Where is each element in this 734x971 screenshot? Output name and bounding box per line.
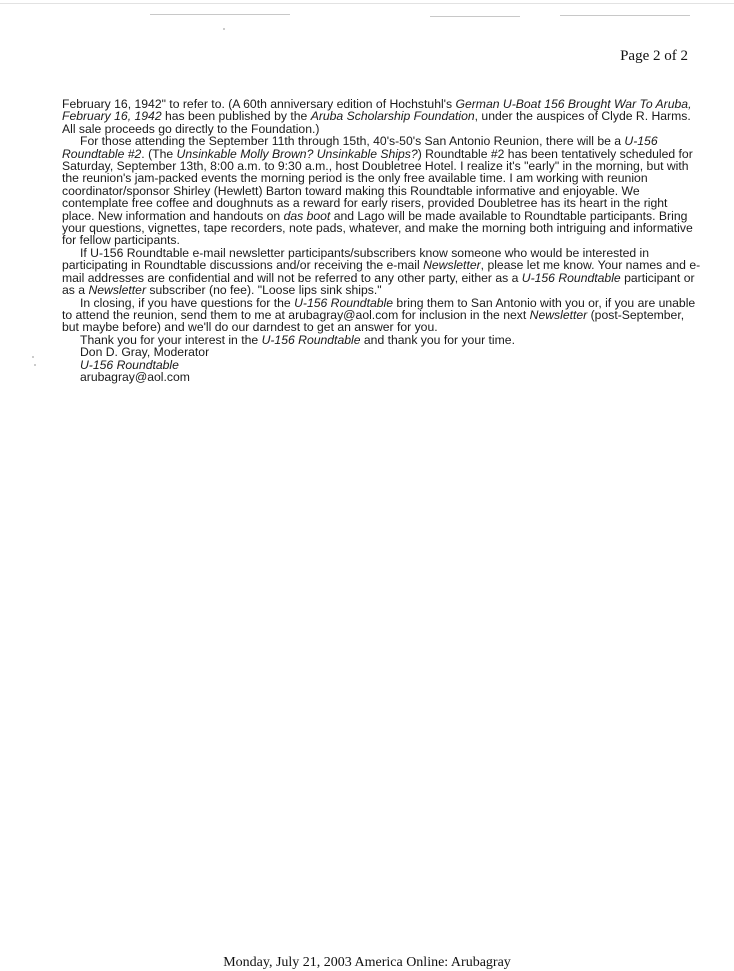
text-run: and Lago will be made available to Roundtable participants. Bring your questions, vignettes, tape recorders, note pads, whatever, and make the morning both intriguing and informative for fellow participants. [62, 208, 693, 248]
text-run: bring them to San Antonio with you or, if you are unable to attend the reunion, send them to me at arubagray@aol.com for inclusion in the next [62, 295, 696, 322]
text-run: ) Roundtable #2 has been tentatively scheduled for Saturday, September 13th, 8:00 a.m. to 9:30 a.m., host Doubletree Hotel. I realize it's "early" in the morning, but with the reunion's jam-packed events the morning period is the only free available time. I am working with reunion coordinator/sponsor Shirley (Hewlett) Barton toward making this Roundtable informative and enjoyable. We contemplate free coffee and doughnuts as a reward for early risers, provided Doubletree has its heart in the right place. New information and handouts on [62, 146, 693, 223]
newsletter-term: Newsletter [529, 307, 588, 322]
paragraph-1 [62, 98, 702, 135]
letter-body [62, 98, 702, 383]
das-boot-term: das boot [283, 208, 331, 223]
roundtable-name: U-156 Roundtable [261, 332, 361, 347]
text-run: . (The [141, 146, 177, 161]
signature-name: Don D. Gray, Moderator [80, 345, 210, 360]
text-run: February 16, 1942" to refer to. (A 60th anniversary edition of Hochstuhl's [62, 97, 456, 111]
text-run: subscriber (no fee). "Loose lips sink ships." [146, 283, 382, 298]
newsletter-term: Newsletter [423, 258, 481, 273]
signature-group-text: U-156 Roundtable [80, 357, 179, 372]
text-run: In closing, if you have questions for the [80, 295, 295, 310]
book-title: German U-Boat 156 Brought War To Aruba, February 16, 1942 [62, 97, 692, 124]
text-run: If U-156 Roundtable e-mail newsletter participants/subscribers know someone who would be interested in participating in Roundtable discussions and/or receiving the e-mail [62, 245, 650, 273]
paragraph-4 [62, 297, 702, 334]
scan-speck [32, 356, 34, 358]
signature-email: arubagray@aol.com [80, 369, 190, 384]
text-run: For those attending the September 11th through 15th, 40's-50's San Antonio Reunion, there will be a [80, 134, 625, 149]
text-run: , under the auspices of Clyde R. Harms. All sale proceeds go directly to the Foundation.) [62, 109, 691, 136]
roundtable-name: U-156 Roundtable [294, 295, 394, 310]
print-footer: Monday, July 21, 2003 America Online: Arubagray [223, 955, 511, 970]
scan-noise-top [0, 3, 734, 4]
text-run: and thank you for your time. [360, 332, 515, 347]
roundtable-name: U-156 Roundtable #2 [62, 134, 658, 161]
paragraph-3 [62, 247, 702, 297]
scan-speck [223, 28, 225, 30]
text-run: participant or as a [62, 270, 695, 298]
roundtable-subtitle: Unsinkable Molly Brown? Unsinkable Ships? [176, 146, 418, 161]
text-run: has been published by the [161, 109, 311, 124]
scan-noise-top [150, 14, 290, 15]
text-run: (post-September, but maybe before) and we'll do our darndest to get an answer for you. [62, 307, 685, 335]
newsletter-term: Newsletter [88, 283, 147, 298]
text-run: Thank you for your interest in the [80, 332, 262, 347]
page-number: Page 2 of 2 [620, 48, 688, 64]
scan-speck [34, 364, 36, 366]
foundation-name: Aruba Scholarship Foundation [310, 109, 475, 124]
text-run: , please let me know. Your names and e-mail addresses are confidential and will not be referred to any other party, either as a [62, 258, 701, 285]
paragraph-2 [62, 135, 702, 247]
roundtable-name: U-156 Roundtable [521, 270, 621, 285]
scan-noise-top [560, 15, 690, 16]
scan-noise-top [430, 16, 520, 17]
